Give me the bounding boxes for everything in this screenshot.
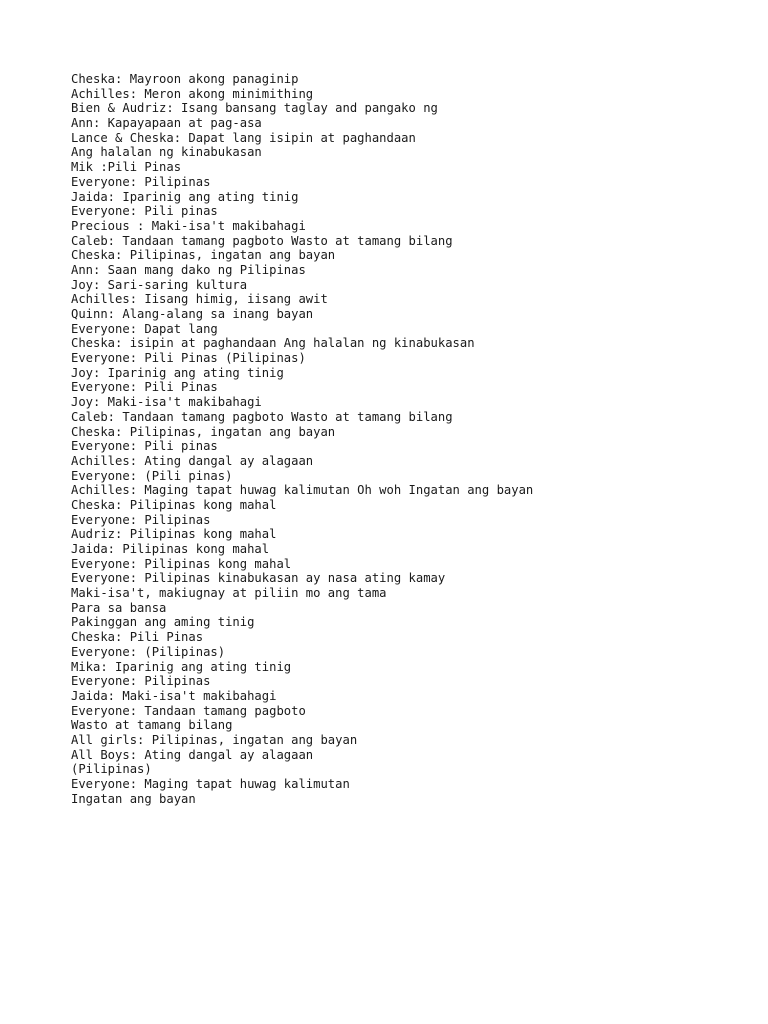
script-line: Everyone: Pilipinas (71, 174, 211, 189)
script-line: Pakinggan ang aming tinig (71, 615, 255, 630)
script-line: All Boys: Ating dangal ay alagaan (71, 747, 314, 762)
script-line: Para sa bansa (71, 600, 167, 615)
script-line: (Pilipinas) (71, 762, 152, 777)
script-line: Everyone: Pili Pinas (71, 380, 218, 395)
script-line: Everyone: Tandaan tamang pagboto (71, 703, 306, 718)
script-line: Maki-isa't, makiugnay at piliin mo ang tama (71, 586, 387, 601)
script-line: Ann: Kapayapaan at pag-asa (71, 116, 262, 131)
script-line: Jaida: Pilipinas kong mahal (71, 542, 270, 556)
script-line: Everyone: Pili pinas (71, 439, 218, 454)
script-line: Ang halalan ng kinabukasan (71, 145, 262, 160)
script-line: Precious : Maki-isa't makibahagi (71, 218, 306, 233)
script-line: Achilles: Iisang himig, iisang awit (71, 292, 328, 307)
script-line: Wasto at tamang bilang (71, 718, 233, 733)
script-line: Everyone: (Pili pinas) (71, 468, 233, 483)
script-line: Everyone: (Pilipinas) (71, 644, 226, 659)
script-line: Everyone: Maging tapat huwag kalimutan (71, 777, 350, 791)
script-line: Mika: Iparinig ang ating tinig (71, 659, 292, 674)
script-line: Joy: Maki-isa't makibahagi (71, 395, 262, 410)
script-line: Achilles: Maging tapat huwag kalimutan Oh woh Ingatan ang bayan (71, 483, 534, 498)
script-line: Caleb: Tandaan tamang pagboto Wasto at tamang bilang (71, 233, 453, 248)
script-line: Cheska: Pilipinas, ingatan ang bayan (71, 424, 336, 439)
script-line: Everyone: Pili pinas (71, 204, 218, 219)
script-line: Everyone: Pili Pinas (Pilipinas) (71, 351, 306, 366)
script-line: Jaida: Maki-isa't makibahagi (71, 688, 277, 703)
script-line: Audriz: Pilipinas kong mahal (71, 527, 277, 542)
script-line: Everyone: Pilipinas kong mahal (71, 556, 292, 571)
script-line: Mik :Pili Pinas (71, 160, 182, 175)
script-line: Achilles: Meron akong minimithing (71, 86, 314, 101)
script-line: Jaida: Iparinig ang ating tinig (71, 189, 299, 204)
script-line: Caleb: Tandaan tamang pagboto Wasto at tamang bilang (71, 409, 453, 424)
script-line: Everyone: Pilipinas (71, 674, 211, 689)
script-line: Ingatan ang bayan (71, 791, 196, 806)
script-line: Joy: Iparinig ang ating tinig (71, 365, 284, 380)
script-line: Bien & Audriz: Isang bansang taglay and pangako ng (71, 101, 438, 116)
script-line: Lance & Cheska: Dapat lang isipin at paghandaan (71, 130, 416, 145)
script-line: Ann: Saan mang dako ng Pilipinas (71, 262, 306, 277)
script-line: Cheska: Pili Pinas (71, 630, 204, 645)
script-line: Cheska: Mayroon akong panaginip (71, 72, 299, 86)
script-line: Quinn: Alang-alang sa inang bayan (71, 307, 314, 321)
lyrics-script (71, 72, 533, 806)
script-line: Cheska: Pilipinas, ingatan ang bayan (71, 248, 336, 263)
script-line: All girls: Pilipinas, ingatan ang bayan (71, 732, 358, 747)
script-line: Joy: Sari-saring kultura (71, 277, 248, 292)
script-line: Everyone: Pilipinas (71, 512, 211, 527)
script-line: Cheska: isipin at paghandaan Ang halalan ng kinabukasan (71, 336, 475, 351)
script-line: Everyone: Pilipinas kinabukasan ay nasa ating kamay (71, 571, 446, 586)
script-line: Achilles: Ating dangal ay alagaan (71, 453, 314, 468)
script-line: Everyone: Dapat lang (71, 321, 218, 336)
script-line: Cheska: Pilipinas kong mahal (71, 497, 277, 512)
